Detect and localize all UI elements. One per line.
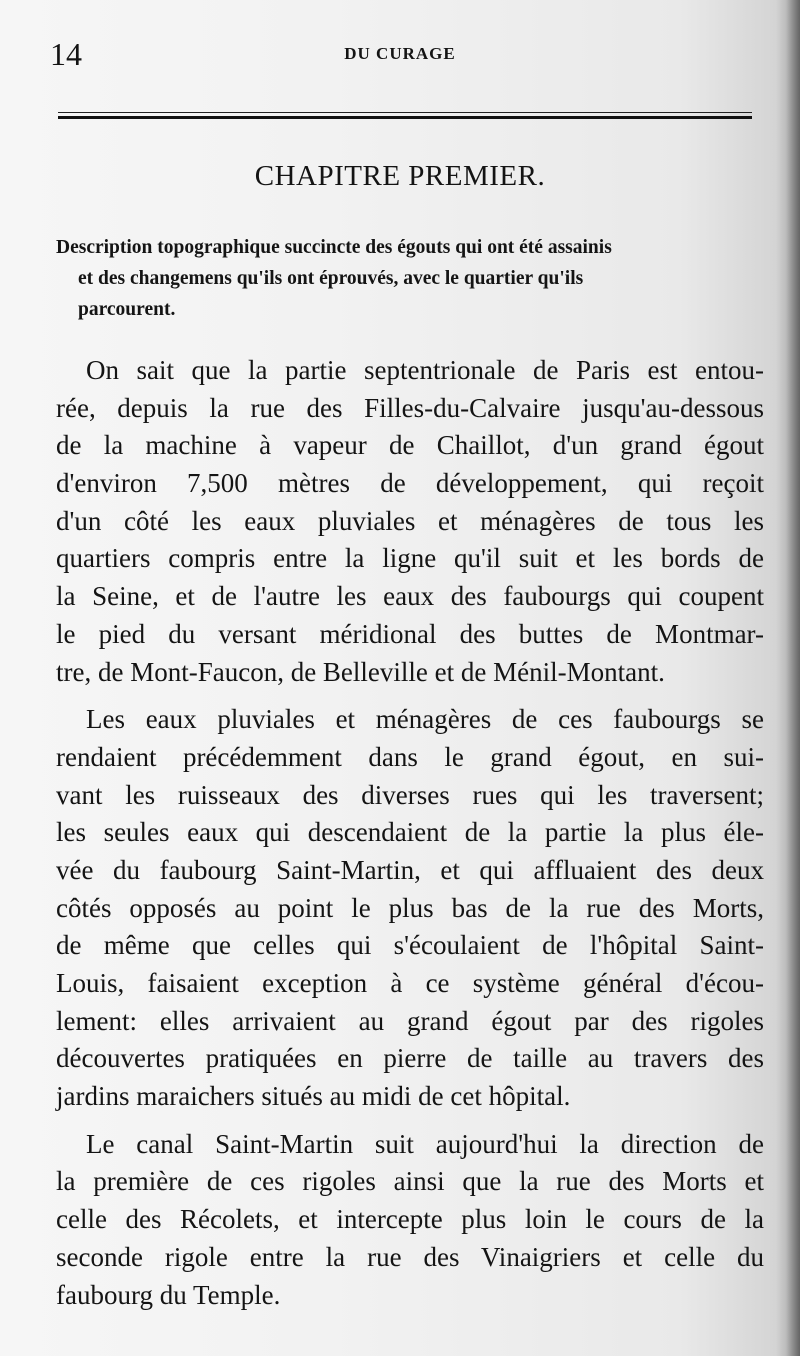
text-line: celle des Récolets, et intercepte plus loin le cours de la [56, 1204, 764, 1235]
running-head: DU CURAGE [344, 44, 456, 63]
text-line: Les eaux pluviales et ménagères de ces faubourgs se [86, 704, 764, 735]
text-line: lement: elles arrivaient au grand égout par des rigoles [56, 1005, 764, 1036]
paragraph-2 [56, 701, 764, 1116]
chapter-summary [56, 232, 756, 325]
text-line: jardins maraichers situés au midi de cet hôpital. [56, 1081, 571, 1112]
text-line: Le canal Saint-Martin suit aujourd'hui la direction de [86, 1128, 764, 1159]
page-number: 14 [50, 36, 82, 72]
text-line: tre, de Mont-Faucon, de Belleville et de Ménil-Montant. [56, 656, 665, 687]
text-line: découvertes pratiquées en pierre de taille au travers des [56, 1043, 764, 1074]
text-line: la Seine, et de l'autre les eaux des faubourgs qui coupent [56, 581, 764, 612]
text-line: faubourg du Temple. [56, 1279, 281, 1310]
text-line: de la machine à vapeur de Chaillot, d'un grand égout [56, 430, 764, 461]
body-text [56, 352, 764, 1324]
text-line: On sait que la partie septentrionale de Paris est entou- [86, 355, 764, 385]
text-line: de même que celles qui s'écoulaient de l'hôpital Saint- [56, 930, 764, 961]
summary-line: et des changemens qu'ils ont éprouvés, avec le quartier qu'ils [78, 268, 584, 289]
text-line: quartiers compris entre la ligne qu'il suit et les bords de [56, 543, 764, 574]
text-line: rendaient précédemment dans le grand égout, en sui- [56, 741, 764, 772]
text-line: seconde rigole entre la rue des Vinaigriers et celle du [56, 1241, 764, 1272]
text-line: côtés opposés au point le plus bas de la rue des Morts, [56, 892, 764, 923]
chapter-title: CHAPITRE PREMIER. [254, 160, 546, 192]
text-line: Louis, faisaient exception à ce système général d'écou- [56, 968, 764, 998]
header-rule [58, 112, 752, 119]
text-line: la première de ces rigoles ainsi que la rue des Morts et [56, 1166, 764, 1197]
text-line: vée du faubourg Saint-Martin, et qui affluaient des deux [56, 854, 764, 885]
paragraph-1 [56, 352, 764, 691]
text-line: rée, depuis la rue des Filles-du-Calvaire jusqu'au-dessous [56, 392, 764, 423]
summary-line: parcourent. [78, 299, 176, 320]
summary-line: Description topographique succincte des égouts qui ont été assainis [56, 237, 612, 258]
text-line: d'un côté les eaux pluviales et ménagères de tous les [56, 505, 764, 536]
text-line: les seules eaux qui descendaient de la partie la plus éle- [56, 817, 764, 848]
text-line: d'environ 7,500 mètres de développement, qui reçoit [56, 468, 764, 499]
text-line: vant les ruisseaux des diverses rues qui les traversent; [56, 779, 764, 810]
text-line: le pied du versant méridional des buttes de Montmar- [56, 618, 764, 649]
page-edge-shadow [786, 0, 800, 1356]
paragraph-3 [56, 1126, 764, 1314]
